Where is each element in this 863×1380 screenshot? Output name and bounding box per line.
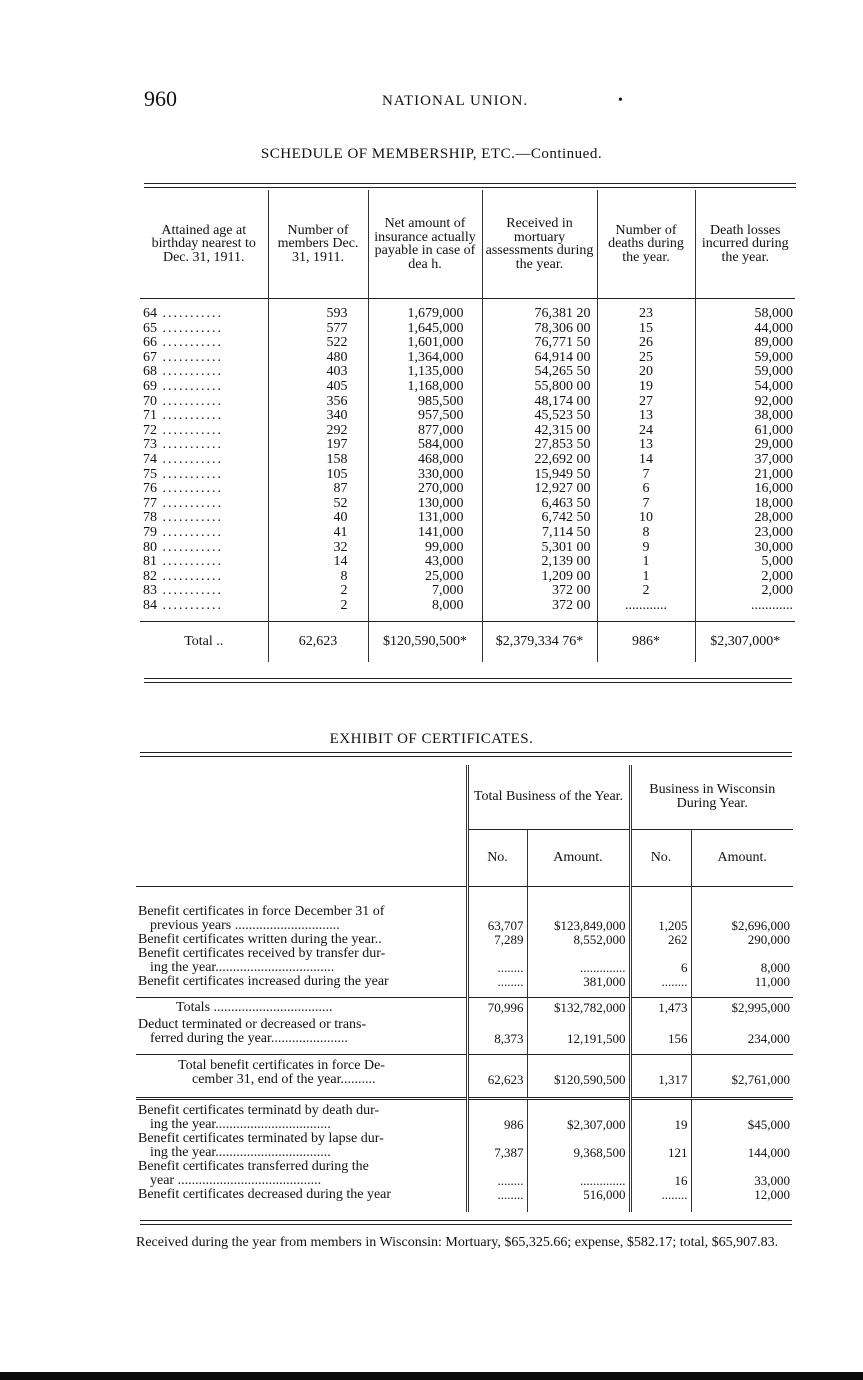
- losses-cell: 58,000: [695, 307, 795, 322]
- row-label: Benefit certificates increased during the year: [138, 974, 389, 989]
- age-cell: 68 ...........: [143, 364, 223, 380]
- schedule-row: [140, 322, 795, 337]
- deaths-cell: 1: [597, 555, 695, 570]
- members-cell: 2: [268, 599, 368, 614]
- age-cell: 67 ...........: [143, 349, 223, 365]
- cell: ........: [467, 1174, 527, 1188]
- age-cell: 66 ...........: [143, 335, 223, 351]
- assessments-cell: 372 00: [482, 584, 597, 599]
- cell: ..............: [527, 961, 630, 975]
- age-cell: 64 ...........: [143, 306, 223, 321]
- row-label: ferred during the year......................: [150, 1031, 348, 1046]
- cell: $2,995,000: [691, 998, 793, 1019]
- group-header-total: Total Business of the Year.: [467, 765, 630, 830]
- age-cell: 65 ...........: [143, 320, 223, 336]
- leader-dots: ...........: [157, 408, 223, 424]
- losses-cell: 16,000: [695, 482, 795, 497]
- cell: 516,000: [527, 1188, 630, 1202]
- row-label: cember 31, end of the year..........: [192, 1072, 376, 1087]
- age-cell: 84 ...........: [143, 597, 223, 613]
- membership-schedule-table: [140, 190, 795, 662]
- deaths-cell: 8: [597, 526, 695, 541]
- assessments-cell: 7,114 50: [482, 526, 597, 541]
- assessments-cell: 15,949 50: [482, 468, 597, 483]
- exhibit-row: [136, 1032, 793, 1046]
- age-cell: 71 ...........: [143, 408, 223, 424]
- cell: ........: [467, 961, 527, 975]
- losses-cell: 54,000: [695, 380, 795, 395]
- insurance-cell: 25,000: [368, 570, 482, 585]
- assessments-cell: 64,914 00: [482, 351, 597, 366]
- exhibit-row: [136, 1188, 793, 1202]
- losses-cell: 28,000: [695, 511, 795, 526]
- leader-dots: ...........: [157, 597, 223, 613]
- leader-dots: ...........: [157, 554, 223, 570]
- cell: 1,473: [630, 998, 691, 1019]
- exhibit-title: EXHIBIT OF CERTIFICATES.: [329, 731, 534, 747]
- cell: $2,761,000: [691, 1073, 793, 1087]
- members-cell: 32: [268, 541, 368, 556]
- cell: 156: [630, 1032, 691, 1046]
- insurance-cell: 1,679,000: [368, 307, 482, 322]
- leader-dots: ...........: [157, 510, 223, 526]
- exhibit-row: [136, 1055, 793, 1074]
- row-label: previous years ..............................: [150, 918, 340, 933]
- cell: 234,000: [691, 1032, 793, 1046]
- insurance-cell: 1,645,000: [368, 322, 482, 337]
- members-cell: 356: [268, 395, 368, 410]
- losses-cell: 5,000: [695, 555, 795, 570]
- exhibit-row: [136, 947, 793, 961]
- row-label: Deduct terminated or decreased or trans-: [138, 1017, 367, 1032]
- exhibit-row: [136, 1018, 793, 1032]
- members-cell: 593: [268, 307, 368, 322]
- row-label: ing the year..................................: [150, 960, 335, 975]
- members-cell: 522: [268, 336, 368, 351]
- cell: 19: [630, 1118, 691, 1132]
- age-cell: 73 ...........: [143, 437, 223, 453]
- schedule-total-row: [140, 622, 795, 663]
- deaths-cell: 20: [597, 365, 695, 380]
- total-deaths: 986*: [597, 622, 695, 663]
- row-label: year .........................................: [150, 1173, 322, 1188]
- insurance-cell: 330,000: [368, 468, 482, 483]
- schedule-row: [140, 380, 795, 395]
- schedule-row: [140, 599, 795, 614]
- cell: ........: [630, 1188, 691, 1202]
- schedule-row: [140, 555, 795, 570]
- age-cell: 83 ...........: [143, 583, 223, 599]
- cell: 144,000: [691, 1146, 793, 1160]
- members-cell: 577: [268, 322, 368, 337]
- row-label: Benefit certificates terminatd by death dur-: [136, 1099, 467, 1119]
- losses-cell: 2,000: [695, 584, 795, 599]
- subheader-no: No.: [467, 830, 527, 887]
- members-cell: 405: [268, 380, 368, 395]
- age-cell: 76 ...........: [143, 481, 223, 497]
- assessments-cell: 76,381 20: [482, 307, 597, 322]
- cell: 1,317: [630, 1073, 691, 1087]
- assessments-cell: 45,523 50: [482, 409, 597, 424]
- schedule-row: [140, 351, 795, 366]
- age-cell: 78 ...........: [143, 510, 223, 526]
- cell: $132,782,000: [527, 998, 630, 1019]
- cell: 12,191,500: [527, 1032, 630, 1046]
- losses-cell: 23,000: [695, 526, 795, 541]
- deaths-cell: 15: [597, 322, 695, 337]
- scan-edge-bar: [0, 1372, 863, 1380]
- members-cell: 40: [268, 511, 368, 526]
- insurance-cell: 43,000: [368, 555, 482, 570]
- col-header-deaths: Number of deaths during the year.: [597, 190, 695, 299]
- cell: 8,373: [467, 1032, 527, 1046]
- deaths-cell: 24: [597, 424, 695, 439]
- age-cell: 74 ...........: [143, 451, 223, 467]
- insurance-cell: 1,364,000: [368, 351, 482, 366]
- exhibit-group-header-row: [136, 765, 793, 830]
- deaths-cell: 19: [597, 380, 695, 395]
- members-cell: 87: [268, 482, 368, 497]
- row-label: ing the year.................................: [150, 1117, 331, 1132]
- schedule-row: [140, 365, 795, 380]
- insurance-cell: 468,000: [368, 453, 482, 468]
- losses-cell: 89,000: [695, 336, 795, 351]
- col-header-losses: Death losses incurred during the year.: [695, 190, 795, 299]
- leader-dots: ...........: [157, 451, 223, 467]
- members-cell: 158: [268, 453, 368, 468]
- assessments-cell: 55,800 00: [482, 380, 597, 395]
- deaths-cell: 6: [597, 482, 695, 497]
- schedule-row: [140, 497, 795, 512]
- exhibit-row: [136, 961, 793, 975]
- members-cell: 403: [268, 365, 368, 380]
- insurance-cell: 8,000: [368, 599, 482, 614]
- losses-cell: 59,000: [695, 351, 795, 366]
- age-cell: 79 ...........: [143, 524, 223, 540]
- deaths-cell: 7: [597, 497, 695, 512]
- assessments-cell: 12,927 00: [482, 482, 597, 497]
- exhibit-row: [136, 1174, 793, 1188]
- cell: ..............: [527, 1174, 630, 1188]
- leader-dots: ...........: [157, 335, 223, 351]
- schedule-top-rule: [144, 183, 796, 188]
- total-losses: $2,307,000*: [695, 622, 795, 663]
- cell: 63,707: [467, 919, 527, 933]
- deaths-cell: 1: [597, 570, 695, 585]
- assessments-cell: 42,315 00: [482, 424, 597, 439]
- insurance-cell: 99,000: [368, 541, 482, 556]
- insurance-cell: 584,000: [368, 438, 482, 453]
- cell: 986: [467, 1118, 527, 1132]
- schedule-row: [140, 424, 795, 439]
- exhibit-certificates-table: [136, 765, 793, 1212]
- insurance-cell: 1,168,000: [368, 380, 482, 395]
- age-cell: 70 ...........: [143, 393, 223, 409]
- cell: 1,205: [630, 919, 691, 933]
- insurance-cell: 131,000: [368, 511, 482, 526]
- group-header-wisconsin: Business in Wisconsin During Year.: [630, 765, 793, 830]
- age-cell: 80 ...........: [143, 539, 223, 555]
- leader-dots: ...........: [157, 495, 223, 511]
- losses-cell: 21,000: [695, 468, 795, 483]
- members-cell: 340: [268, 409, 368, 424]
- cell: $123,849,000: [527, 919, 630, 933]
- losses-cell: 61,000: [695, 424, 795, 439]
- deaths-cell: 25: [597, 351, 695, 366]
- cell: 7,289: [467, 933, 527, 947]
- total-assessments: $2,379,334 76*: [482, 622, 597, 663]
- schedule-row: [140, 570, 795, 585]
- exhibit-row: [136, 1073, 793, 1087]
- cell: 8,552,000: [527, 933, 630, 947]
- deaths-cell: 13: [597, 409, 695, 424]
- cell: 11,000: [691, 975, 793, 989]
- losses-cell: 92,000: [695, 395, 795, 410]
- schedule-row: [140, 526, 795, 541]
- schedule-row: [140, 482, 795, 497]
- cell: 70,996: [467, 998, 527, 1019]
- schedule-row: [140, 409, 795, 424]
- leader-dots: ...........: [157, 320, 223, 336]
- deaths-cell: ............: [597, 599, 695, 614]
- insurance-cell: 1,135,000: [368, 365, 482, 380]
- row-label: Totals ..................................: [136, 998, 467, 1019]
- assessments-cell: 22,692 00: [482, 453, 597, 468]
- assessments-cell: 5,301 00: [482, 541, 597, 556]
- schedule-row: [140, 438, 795, 453]
- leader-dots: ...........: [157, 583, 223, 599]
- deaths-cell: 14: [597, 453, 695, 468]
- losses-cell: 44,000: [695, 322, 795, 337]
- deaths-cell: 27: [597, 395, 695, 410]
- exhibit-row: [136, 1160, 793, 1174]
- subheader-no-wi: No.: [630, 830, 691, 887]
- exhibit-row: [136, 1099, 793, 1119]
- assessments-cell: 6,742 50: [482, 511, 597, 526]
- subheader-amount-wi: Amount.: [691, 830, 793, 887]
- cell: ........: [467, 1188, 527, 1202]
- exhibit-row: [136, 1118, 793, 1132]
- members-cell: 197: [268, 438, 368, 453]
- cell: 121: [630, 1146, 691, 1160]
- leader-dots: ...........: [157, 539, 223, 555]
- cell: 33,000: [691, 1174, 793, 1188]
- cell: $2,696,000: [691, 919, 793, 933]
- row-label: Benefit certificates written during the year..: [138, 932, 382, 947]
- members-cell: 480: [268, 351, 368, 366]
- losses-cell: 2,000: [695, 570, 795, 585]
- cell: 381,000: [527, 975, 630, 989]
- insurance-cell: 130,000: [368, 497, 482, 512]
- leader-dots: ...........: [157, 481, 223, 497]
- losses-cell: 38,000: [695, 409, 795, 424]
- row-label: Total benefit certificates in force De-: [136, 1055, 467, 1074]
- insurance-cell: 877,000: [368, 424, 482, 439]
- insurance-cell: 1,601,000: [368, 336, 482, 351]
- row-label: Benefit certificates decreased during the year: [138, 1187, 392, 1202]
- deaths-cell: 7: [597, 468, 695, 483]
- cell: $45,000: [691, 1118, 793, 1132]
- cell: $2,307,000: [527, 1118, 630, 1132]
- col-header-members: Number of members Dec. 31, 1911.: [268, 190, 368, 299]
- deaths-cell: 26: [597, 336, 695, 351]
- schedule-bottom-rule: [144, 678, 792, 683]
- cell: 9,368,500: [527, 1146, 630, 1160]
- col-header-assessments: Received in mortuary assessments during the year.: [482, 190, 597, 299]
- insurance-cell: 985,500: [368, 395, 482, 410]
- schedule-row: [140, 511, 795, 526]
- losses-cell: 59,000: [695, 365, 795, 380]
- leader-dots: ...........: [157, 349, 223, 365]
- exhibit-row: [136, 919, 793, 933]
- row-label: Benefit certificates terminated by lapse dur-: [138, 1131, 384, 1146]
- assessments-cell: 27,853 50: [482, 438, 597, 453]
- subheader-amount: Amount.: [527, 830, 630, 887]
- age-cell: 69 ...........: [143, 378, 223, 394]
- deaths-cell: 2: [597, 584, 695, 599]
- losses-cell: 18,000: [695, 497, 795, 512]
- exhibit-row: [136, 1146, 793, 1160]
- leader-dots: ...........: [157, 393, 223, 409]
- deaths-cell: 13: [597, 438, 695, 453]
- schedule-row: [140, 395, 795, 410]
- insurance-cell: 7,000: [368, 584, 482, 599]
- leader-dots: ...........: [157, 378, 223, 394]
- cell: 6: [630, 961, 691, 975]
- col-header-age: Attained age at birthday nearest to Dec. 31, 1911.: [140, 190, 268, 299]
- cell: 290,000: [691, 933, 793, 947]
- losses-cell: ............: [695, 599, 795, 614]
- cell: 12,000: [691, 1188, 793, 1202]
- leader-dots: ...........: [157, 568, 223, 584]
- members-cell: 41: [268, 526, 368, 541]
- cell: 7,387: [467, 1146, 527, 1160]
- leader-dots: ...........: [157, 524, 223, 540]
- deaths-cell: 10: [597, 511, 695, 526]
- assessments-cell: 2,139 00: [482, 555, 597, 570]
- schedule-header-row: [140, 190, 795, 299]
- exhibit-row: [136, 1132, 793, 1146]
- page-number: 960: [144, 86, 177, 111]
- age-cell: 72 ...........: [143, 422, 223, 438]
- losses-cell: 29,000: [695, 438, 795, 453]
- row-label: Benefit certificates in force December 31 of: [138, 904, 385, 919]
- leader-dots: ...........: [157, 437, 223, 453]
- cell: 62,623: [467, 1073, 527, 1087]
- age-cell: 81 ...........: [143, 554, 223, 570]
- row-label: ing the year.................................: [150, 1145, 331, 1160]
- members-cell: 105: [268, 468, 368, 483]
- members-cell: 52: [268, 497, 368, 512]
- assessments-cell: 6,463 50: [482, 497, 597, 512]
- schedule-row: [140, 468, 795, 483]
- schedule-title: SCHEDULE OF MEMBERSHIP, ETC.—Continued.: [260, 146, 603, 162]
- assessments-cell: 76,771 50: [482, 336, 597, 351]
- leader-dots: ...........: [157, 422, 223, 438]
- deaths-cell: 23: [597, 307, 695, 322]
- members-cell: 8: [268, 570, 368, 585]
- exhibit-row: [136, 975, 793, 989]
- age-cell: 82 ...........: [143, 568, 223, 584]
- cell: 262: [630, 933, 691, 947]
- leader-dots: ...........: [157, 466, 223, 482]
- assessments-cell: 1,209 00: [482, 570, 597, 585]
- members-cell: 14: [268, 555, 368, 570]
- age-cell: 77 ...........: [143, 495, 223, 511]
- exhibit-top-rule: [140, 752, 792, 757]
- schedule-row: [140, 541, 795, 556]
- losses-cell: 30,000: [695, 541, 795, 556]
- leader-dots: ...........: [157, 306, 223, 321]
- cell: 16: [630, 1174, 691, 1188]
- leader-dots: ...........: [157, 364, 223, 380]
- insurance-cell: 957,500: [368, 409, 482, 424]
- cell: 8,000: [691, 961, 793, 975]
- insurance-cell: 270,000: [368, 482, 482, 497]
- assessments-cell: 48,174 00: [482, 395, 597, 410]
- losses-cell: 37,000: [695, 453, 795, 468]
- total-members: 62,623: [268, 622, 368, 663]
- cell: $120,590,500: [527, 1073, 630, 1087]
- schedule-row: [140, 307, 795, 322]
- bullet-mark: •: [618, 93, 623, 108]
- insurance-cell: 141,000: [368, 526, 482, 541]
- schedule-row: [140, 453, 795, 468]
- assessments-cell: 372 00: [482, 599, 597, 614]
- exhibit-row: [136, 933, 793, 947]
- assessments-cell: 54,265 50: [482, 365, 597, 380]
- exhibit-row: [136, 905, 793, 919]
- members-cell: 2: [268, 584, 368, 599]
- col-header-insurance: Net amount of insurance actually payable in case of dea h.: [368, 190, 482, 299]
- row-label: Benefit certificates transferred during the: [138, 1159, 369, 1174]
- total-insurance: $120,590,500*: [368, 622, 482, 663]
- members-cell: 292: [268, 424, 368, 439]
- schedule-row: [140, 336, 795, 351]
- total-label: Total ..: [140, 622, 268, 663]
- deaths-cell: 9: [597, 541, 695, 556]
- footnote: Received during the year from members in Wisconsin: Mortuary, $65,325.66; expense, $582.17; total, $65,907.83.: [136, 1235, 779, 1250]
- schedule-row: [140, 584, 795, 599]
- assessments-cell: 78,306 00: [482, 322, 597, 337]
- running-head: NATIONAL UNION.: [382, 93, 529, 109]
- row-label: Benefit certificates received by transfer dur-: [138, 946, 386, 961]
- cell: ........: [630, 975, 691, 989]
- exhibit-bottom-rule: [140, 1220, 792, 1225]
- age-cell: 75 ...........: [143, 466, 223, 482]
- cell: ........: [467, 975, 527, 989]
- exhibit-row: [136, 998, 793, 1019]
